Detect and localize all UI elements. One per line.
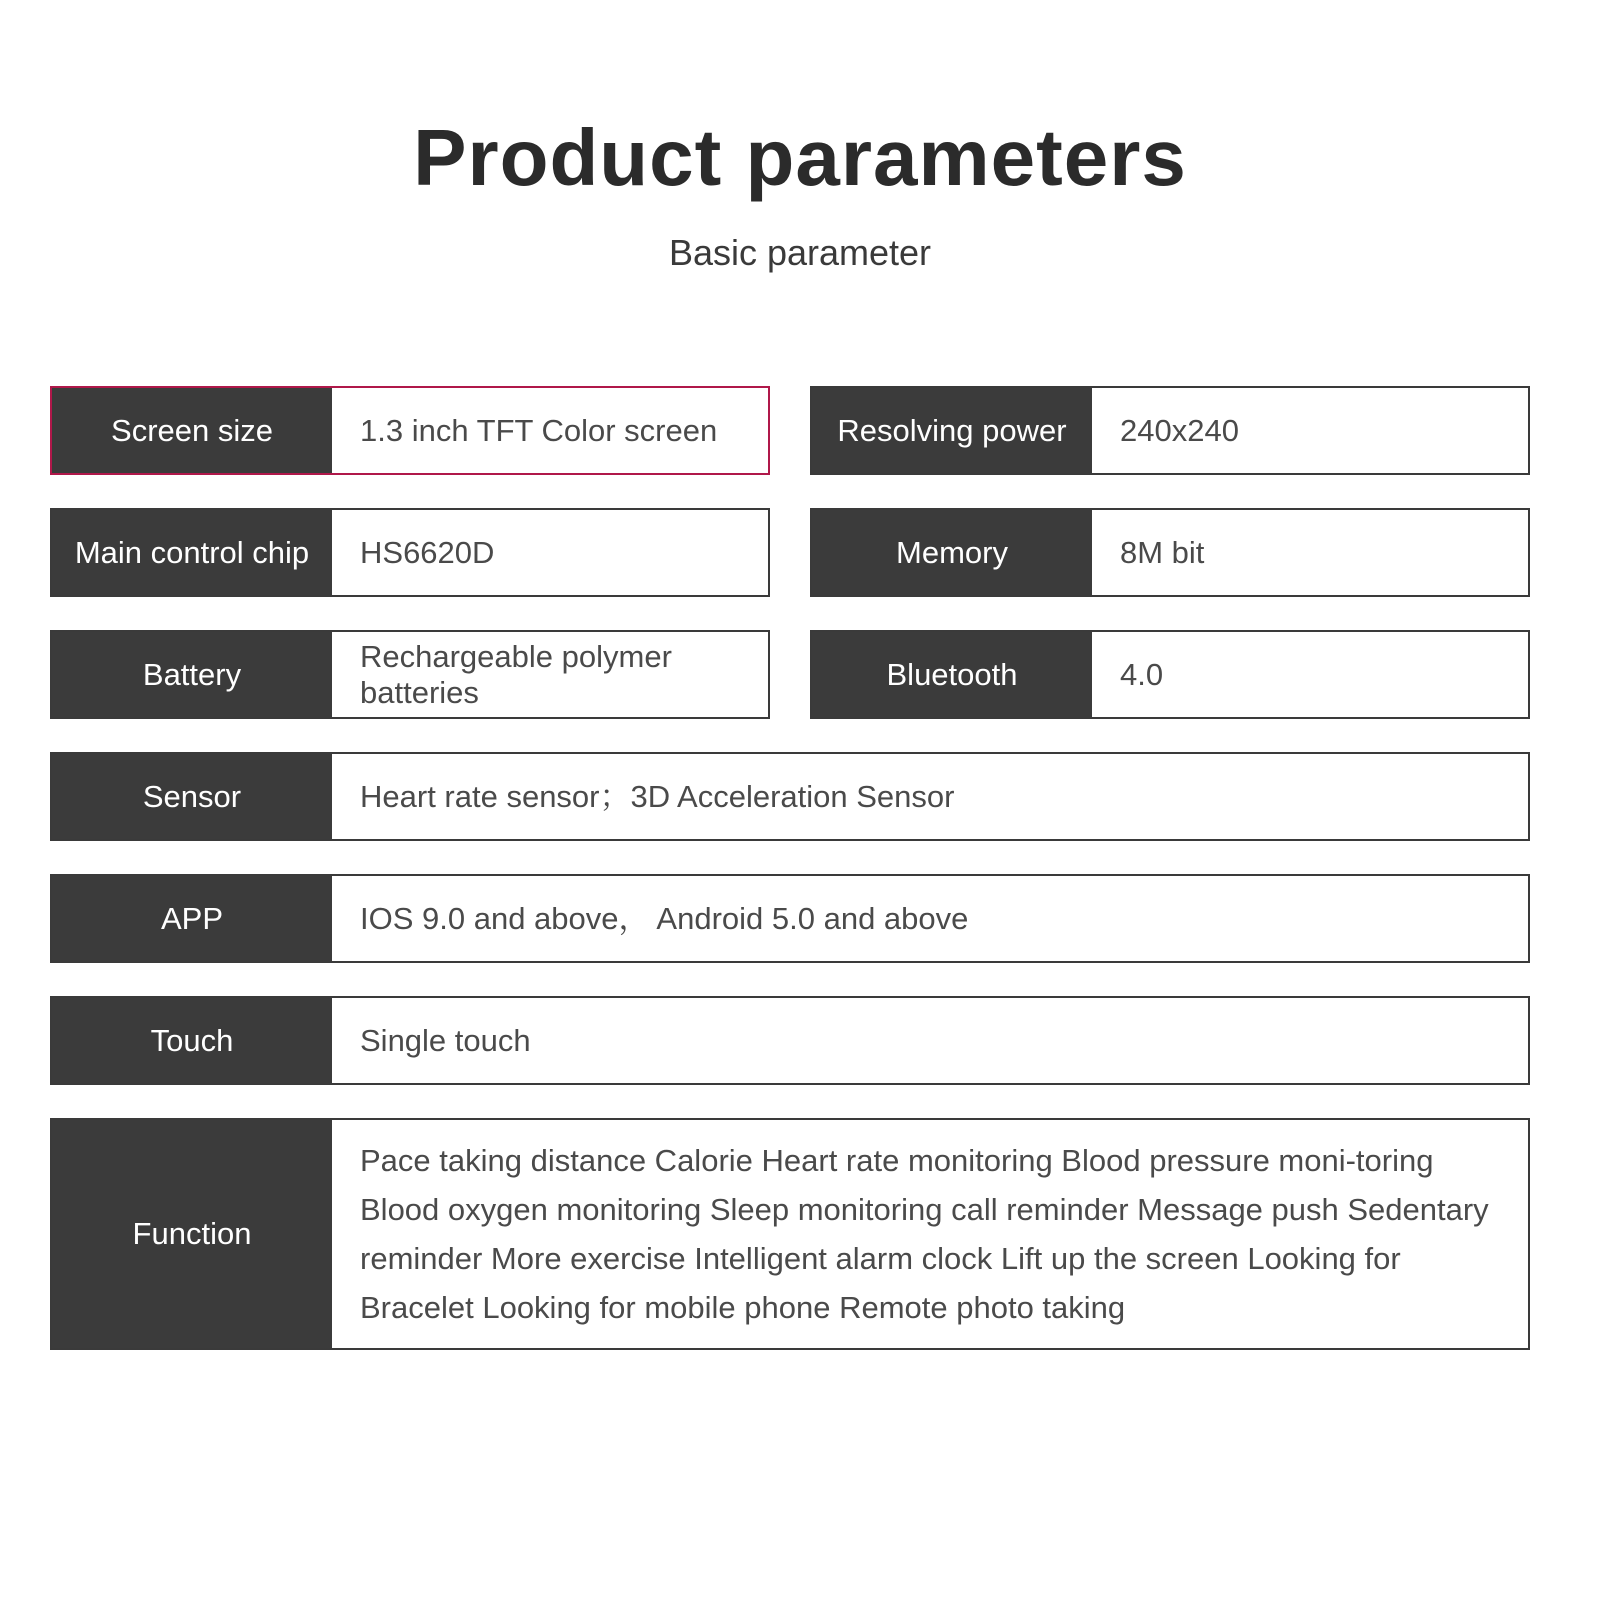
- param-label: APP: [52, 876, 332, 961]
- param-row-main-control-chip: [50, 508, 770, 597]
- param-label: Resolving power: [812, 388, 1092, 473]
- param-label: Touch: [52, 998, 332, 1083]
- param-label: Function: [52, 1120, 332, 1348]
- param-row-memory: [810, 508, 1530, 597]
- param-value: HS6620D: [360, 534, 495, 570]
- param-value: 1.3 inch TFT Color screen: [360, 412, 718, 448]
- param-value: 240x240: [1120, 412, 1239, 448]
- param-row-screen-size: [50, 386, 770, 475]
- param-label: Memory: [812, 510, 1092, 595]
- param-row-touch: [50, 996, 1530, 1085]
- param-label: Bluetooth: [812, 632, 1092, 717]
- param-value: 8M bit: [1120, 534, 1205, 570]
- param-row-bluetooth: [810, 630, 1530, 719]
- page-title: Product parameters: [413, 113, 1187, 202]
- param-value: IOS 9.0 and above， Android 5.0 and above: [360, 900, 969, 936]
- param-label: Sensor: [52, 754, 332, 839]
- page-subtitle: Basic parameter: [668, 232, 932, 273]
- param-value: Pace taking distance Calorie Heart rate monitoring Blood pressure moni-toring Blood oxygen monitoring Sleep monitoring call reminder Message push Sedentary reminder More exercise Intelligent alarm clock Lift up the screen Looking for Bracelet Looking for mobile phone Remote photo taking: [360, 1143, 1489, 1325]
- param-row-function: [50, 1118, 1530, 1350]
- param-value: Rechargeable polymer batteries: [360, 638, 672, 710]
- param-label: Screen size: [52, 388, 332, 473]
- param-label: Main control chip: [52, 510, 332, 595]
- param-value: 4.0: [1120, 656, 1164, 692]
- param-value: Heart rate sensor；3D Acceleration Sensor: [360, 778, 955, 814]
- param-row-app: [50, 874, 1530, 963]
- param-row-battery: [50, 630, 770, 719]
- param-row-resolving-power: [810, 386, 1530, 475]
- param-value: Single touch: [360, 1022, 531, 1058]
- param-label: Battery: [52, 632, 332, 717]
- param-row-sensor: [50, 752, 1530, 841]
